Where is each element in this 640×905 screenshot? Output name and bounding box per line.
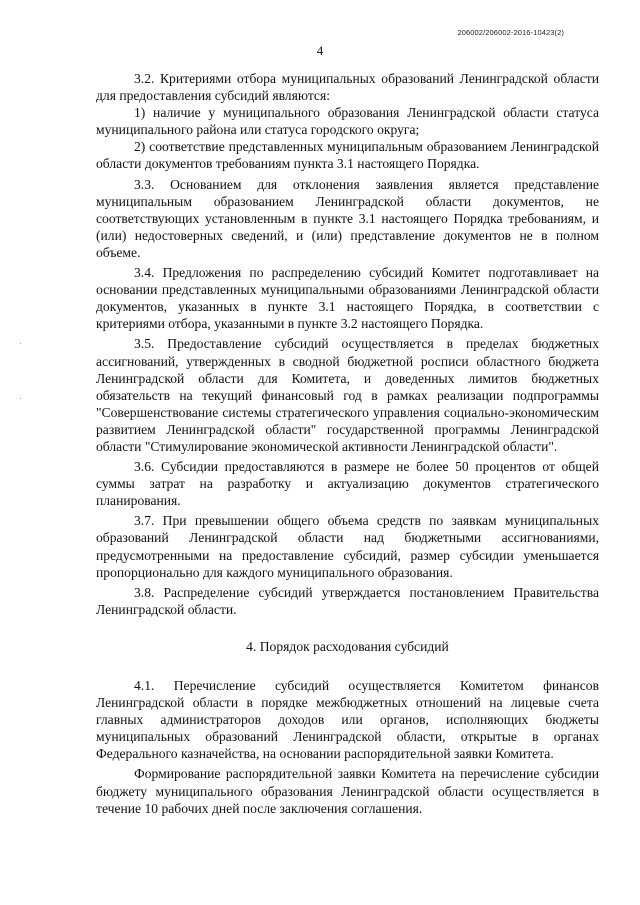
section-4-heading: 4. Порядок расходования субсидий (246, 638, 449, 654)
paragraph-3-2-item-2: 2) соответствие представленных муниципальным образованием Ленинградской области документов требованиям пункта 3.1 настоящего Порядка. (96, 139, 599, 172)
paragraph-4-1: 4.1. Перечисление субсидий осуществляется Комитетом финансов Ленинградской области в порядке межбюджетных отношений на лицевые счета главных администраторов доходов или органов, исполняющих бюджеты муниципальных образований Ленинградской области, открытые в органах Федерального казначейства, на основании распорядительной заявки Комитета. (96, 678, 599, 762)
paragraph-3-6: 3.6. Субсидии предоставляются в размере не более 50 процентов от общей суммы затрат на разработку и актуализацию документов стратегического планирования. (96, 459, 599, 509)
paragraph-3-3: 3.3. Основанием для отклонения заявления является представление муниципальным образованием Ленинградской области документов, не соответствующих установленным в пункте 3.1 настоящего Порядка требованиям, и (или) недостоверных сведений, и (или) представление документов не в полном объеме. (96, 176, 599, 260)
paragraph-3-2-item-1: 1) наличие у муниципального образования Ленинградской области статуса муниципального района или статуса городского округа; (96, 105, 599, 138)
paragraph-4-1-continued: Формирование распорядительной заявки Комитета на перечисление субсидии бюджету муниципального образования Ленинградской области осуществляется в течение 10 рабочих дней после заключения соглашения. (96, 766, 599, 816)
scan-speck (20, 398, 21, 399)
paragraph-3-4: 3.4. Предложения по распределению субсидий Комитет подготавливает на основании представленных муниципальными образованиями Ленинградской области документов, указанных в пункте 3.1 настоящего Порядка, в соответствии с критериями отбора, указанными в пункте 3.2 настоящего Порядка. (96, 265, 599, 332)
page-number: 4 (316, 43, 324, 58)
paragraph-3-8: 3.8. Распределение субсидий утверждается постановлением Правительства Ленинградской области. (96, 584, 599, 617)
paragraph-3-7: 3.7. При превышении общего объема средств по заявкам муниципальных образований Ленинградской области над бюджетными ассигнованиями, предусмотренными на предоставление субсидий, размер субсидии уменьшается пропорционально для каждого муниципального образования. (96, 513, 599, 580)
paragraph-3-5: 3.5. Предоставление субсидий осуществляется в пределах бюджетных ассигнований, утвержденных в сводной бюджетной росписи областного бюджета Ленинградской области для Комитета, и доведенных лимитов бюджетных обязательств на текущий финансовый год в рамках реализации подпрограммы "Совершенствование системы стратегического управления социально-экономическим развитием Ленинградской области" государственной программы Ленинградской области "Стимулирование экономической активности Ленинградской области". (96, 336, 599, 454)
document-id: 206002/206002-2016-10423(2) (457, 28, 564, 37)
document-body (96, 70, 599, 820)
scan-speck (20, 343, 21, 344)
paragraph-3-2: 3.2. Критериями отбора муниципальных образований Ленинградской области для предоставления субсидий являются: (96, 71, 599, 104)
